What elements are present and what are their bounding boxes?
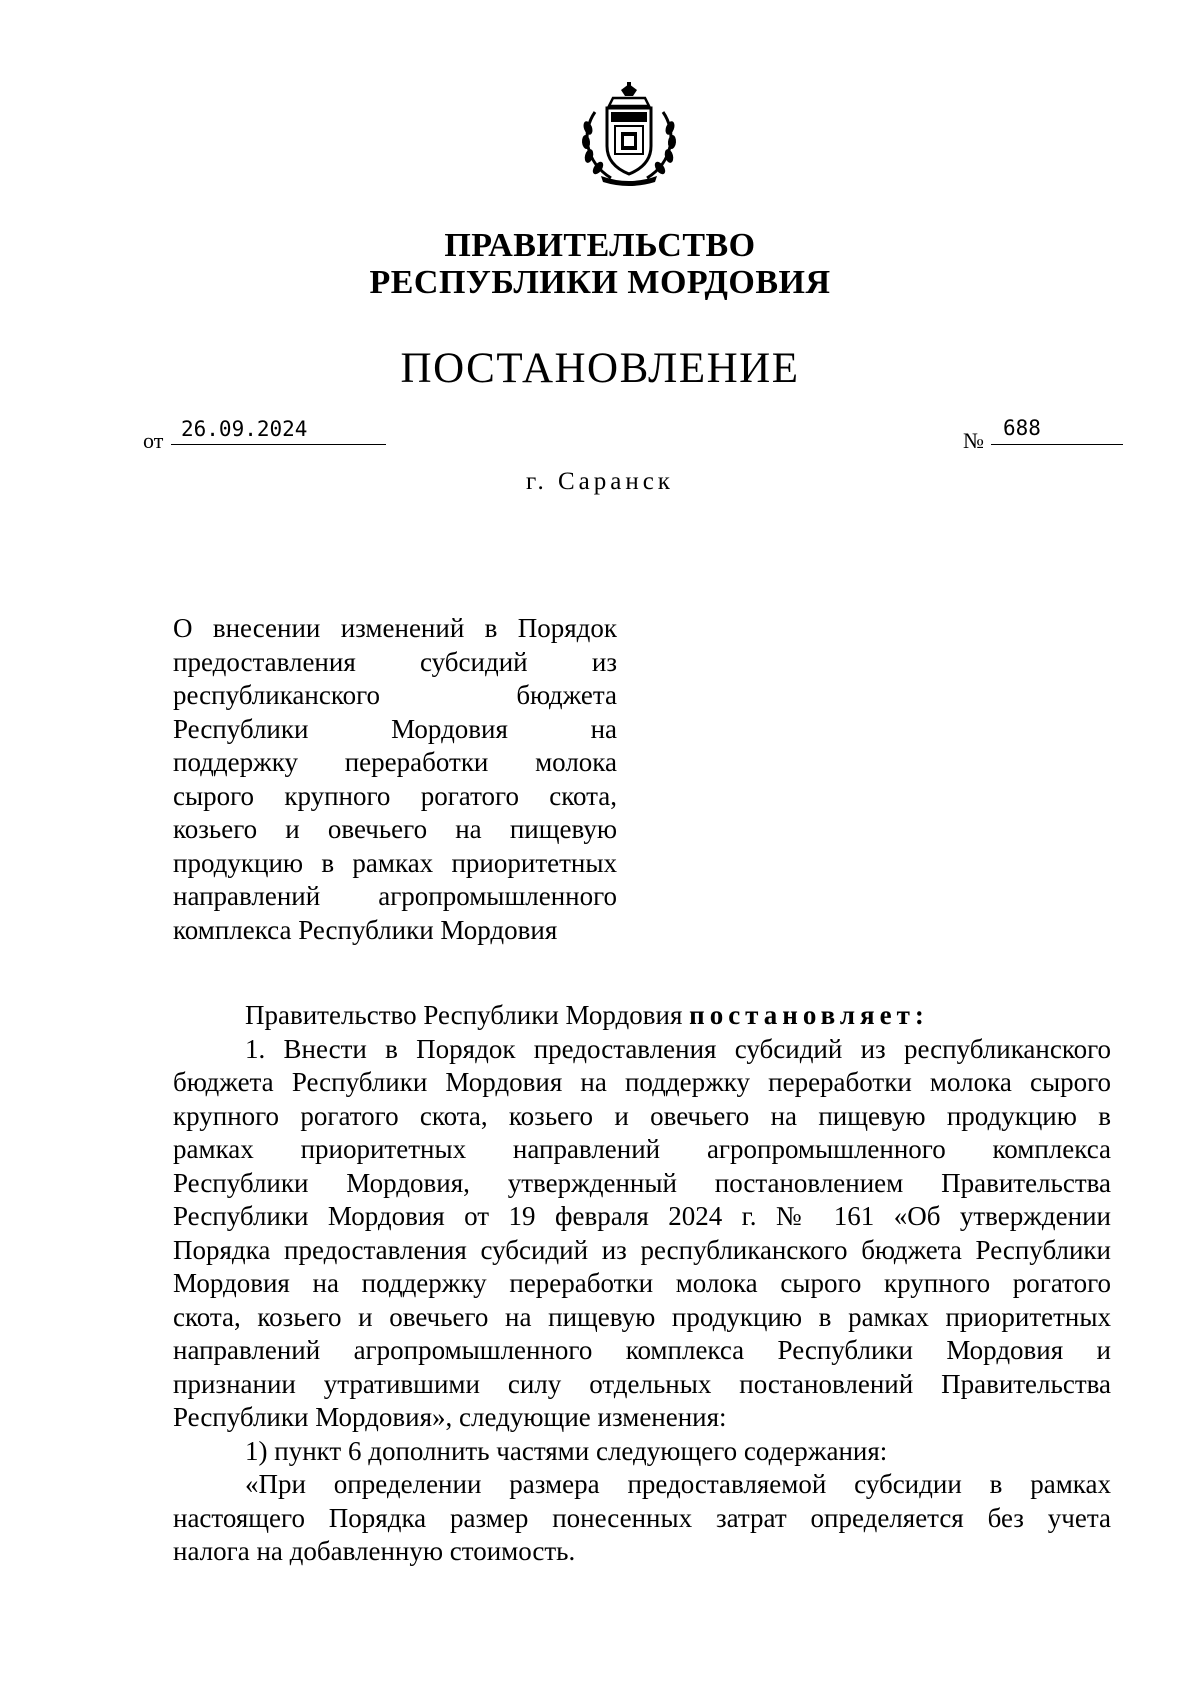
preamble bbox=[173, 999, 1111, 1033]
item1-line: Республики Мордовия от 19 февраля 2024 г. № 161 «Об утверждении bbox=[173, 1201, 1111, 1231]
subject-block bbox=[173, 612, 617, 947]
subject-line: О внесении изменений в Порядок bbox=[173, 613, 617, 643]
quote-line: настоящего Порядка размер понесенных затрат определяется без учета bbox=[173, 1502, 1111, 1533]
subject-line: Республики Мордовия на bbox=[173, 713, 617, 744]
city: г. Саранск bbox=[526, 468, 674, 495]
preamble-decree-word: постановляет: bbox=[689, 1000, 929, 1030]
subject-line: сырого крупного рогатого скота, bbox=[173, 780, 617, 811]
date-prefix: от bbox=[143, 428, 164, 453]
org-name-line2: РЕСПУБЛИКИ МОРДОВИЯ bbox=[369, 264, 831, 301]
document-type: ПОСТАНОВЛЕНИЕ bbox=[400, 345, 800, 392]
subject-line: направлений агропромышленного bbox=[173, 881, 617, 911]
subject-line: поддержку переработки молока bbox=[173, 747, 617, 777]
quote-line: налога на добавленную стоимость. bbox=[173, 1536, 576, 1566]
coat-of-arms-icon bbox=[575, 82, 683, 190]
subject-line: продукцию в рамках приоритетных bbox=[173, 847, 617, 878]
number-value: 688 bbox=[991, 416, 1123, 445]
item1-line: рамках приоритетных направлений агропромышленного комплекса bbox=[173, 1134, 1111, 1164]
body-text bbox=[173, 999, 1111, 1569]
subitem1: 1) пункт 6 дополнить частями следующего содержания: bbox=[245, 1435, 888, 1466]
item1-line: признании утратившими силу отдельных постановлений Правительства bbox=[173, 1368, 1111, 1399]
item1-line: Республики Мордовия, утвержденный постановлением Правительства bbox=[173, 1167, 1111, 1198]
item1-line: Республики Мордовия», следующие изменения: bbox=[173, 1402, 727, 1432]
item1-line: скота, козьего и овечьего на пищевую продукцию в рамках приоритетных bbox=[173, 1301, 1111, 1332]
item1-line: бюджета Республики Мордовия на поддержку переработки молока сырого bbox=[173, 1067, 1111, 1097]
item1-line: Порядка предоставления субсидий из республиканского бюджета Республики bbox=[173, 1234, 1111, 1265]
number-prefix: № bbox=[963, 428, 984, 453]
subject-line: комплекса Республики Мордовия bbox=[173, 914, 558, 945]
item1-line: крупного рогатого скота, козьего и овечьего на пищевую продукцию в bbox=[173, 1100, 1111, 1131]
org-name-line1: ПРАВИТЕЛЬСТВО bbox=[444, 227, 756, 264]
subject-line: козьего и овечьего на пищевую bbox=[173, 814, 617, 844]
subject-line: предоставления субсидий из bbox=[173, 646, 617, 677]
subject-line: республиканского бюджета bbox=[173, 680, 617, 710]
preamble-text: Правительство Республики Мордовия bbox=[245, 1000, 690, 1030]
item1-line: 1. Внести в Порядок предоставления субсидий из республиканского bbox=[245, 1033, 1111, 1064]
item1-line: направлений агропромышленного комплекса Республики Мордовия и bbox=[173, 1335, 1111, 1365]
date-value: 26.09.2024 bbox=[171, 416, 386, 445]
item1-line: Мордовия на поддержку переработки молока сырого крупного рогатого bbox=[173, 1268, 1111, 1298]
quote-line: «При определении размера предоставляемой субсидии в рамках bbox=[245, 1469, 1111, 1499]
